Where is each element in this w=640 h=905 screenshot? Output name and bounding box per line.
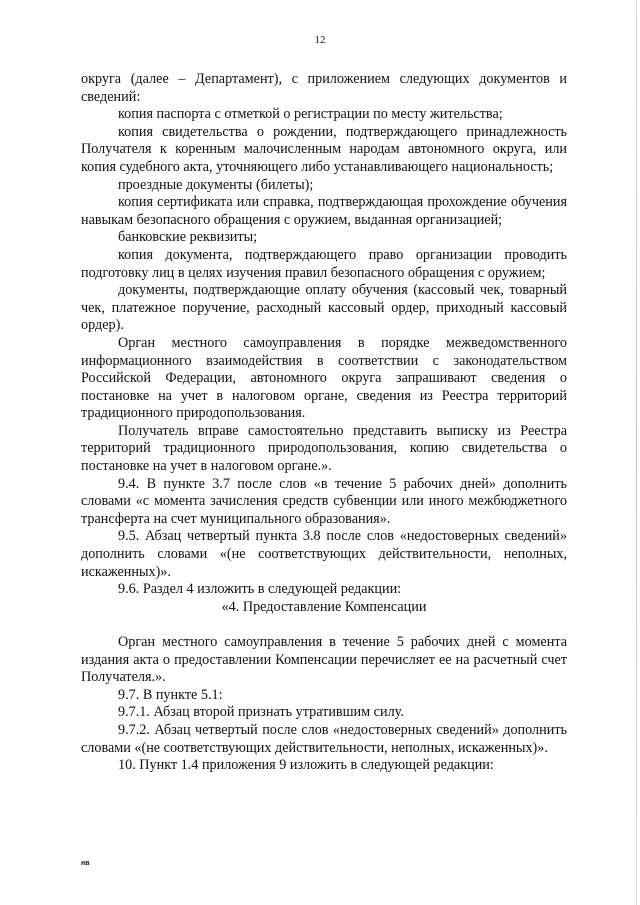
paragraph-compensation-transfer: Орган местного самоуправления в течение 5 рабочих дней с момента издания акта о предоставлении Компенсации перечисляет ее на расчетный счет Получателя.».	[81, 634, 567, 686]
paragraph-bank-details: банковские реквизиты;	[118, 229, 258, 246]
footer-mark: нв	[81, 860, 90, 867]
paragraph-payment-documents: документы, подтверждающие оплату обучения (кассовый чек, товарный чек, платежное поручение, расходный кассовый ордер, приходный кассовый ордер).	[81, 282, 567, 334]
paragraph-item-9-4: 9.4. В пункте 3.7 после слов «в течение 5 рабочих дней» дополнить словами «с момента зачисления средств субвенции или иного межбюджетного трансферта на счет муниципального образования».	[81, 475, 567, 527]
paragraph-organization-document: копия документа, подтверждающего право организации проводить подготовку лиц в целях изучения правил безопасного обращения с оружием;	[81, 246, 567, 281]
paragraph-item-9-7-2: 9.7.2. Абзац четвертый после слов «недостоверных сведений» дополнить словами «(не соответствующих действительности, неполных, искаженных)».	[81, 721, 567, 756]
paragraph-item-9-7: 9.7. В пункте 5.1:	[118, 686, 223, 703]
paragraph-item-9-7-1: 9.7.1. Абзац второй признать утратившим силу.	[118, 704, 404, 721]
page-number: 12	[314, 34, 326, 46]
paragraph-passport: копия паспорта с отметкой о регистрации по месту жительства;	[118, 106, 503, 123]
paragraph-interagency-request: Орган местного самоуправления в порядке межведомственного информационного взаимодействия в соответствии с законодательством Российской Федерации, автономного округа запрашивают сведения о постановке на учет в налоговом органе, сведения из Реестра территорий традиционного природопользования.	[81, 334, 567, 422]
paragraph-item-9-6: 9.6. Раздел 4 изложить в следующей редакции:	[118, 581, 402, 598]
document-body	[81, 71, 567, 775]
paragraph-item-10: 10. Пункт 1.4 приложения 9 изложить в следующей редакции:	[118, 757, 494, 774]
paragraph-continuation: округа (далее – Департамент), с приложением следующих документов и сведений:	[81, 71, 567, 105]
paragraph-certificate: копия сертификата или справка, подтверждающая прохождение обучения навыкам безопасного обращения с оружием, выданная организацией;	[81, 194, 567, 228]
paragraph-item-9-5: 9.5. Абзац четвертый пункта 3.8 после слов «недостоверных сведений» дополнить словами «(не соответствующих действительности, неполных, искаженных)».	[81, 528, 567, 580]
section-heading: «4. Предоставление Компенсации	[221, 598, 427, 615]
paragraph-birth-certificate: копия свидетельства о рождении, подтверждающего принадлежность Получателя к коренным малочисленным народам автономного округа, или копия судебного акта, уточняющего либо устанавливающего национальность;	[81, 123, 567, 175]
paragraph-travel-documents: проездные документы (билеты);	[118, 176, 314, 193]
paragraph-recipient-right: Получатель вправе самостоятельно представить выписку из Реестра территорий традиционного природопользования, копию свидетельства о постановке на учет в налоговом органе.».	[81, 422, 567, 475]
scan-edge	[636, 0, 637, 905]
